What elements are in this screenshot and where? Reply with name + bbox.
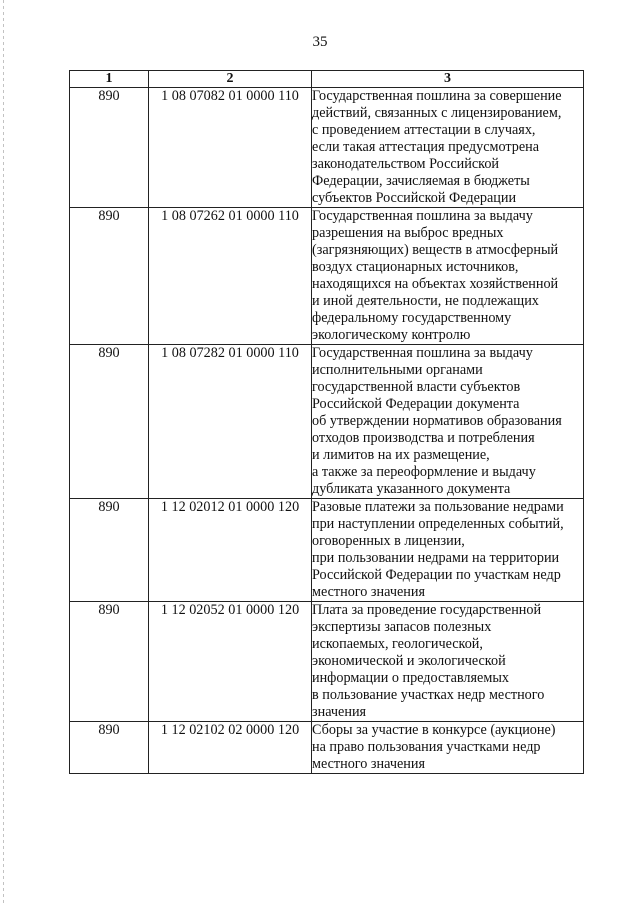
description-line: в пользование участках недр местного: [312, 687, 545, 703]
description-line: Российской Федерации документа: [312, 396, 520, 412]
description-line: при пользовании недрами на территории: [312, 550, 560, 566]
description-line: действий, связанных с лицензированием,: [312, 105, 562, 121]
budget-codes-table: [69, 70, 584, 774]
description-line: с проведением аттестации в случаях,: [312, 122, 536, 138]
description-line: и иной деятельности, не подлежащих: [312, 293, 539, 309]
table-body: [70, 88, 584, 774]
description-line: Государственная пошлина за выдачу: [312, 208, 533, 224]
description-line: местного значения: [312, 584, 425, 600]
description-line: при наступлении определенных событий,: [312, 516, 564, 532]
description-line: Сборы за участие в конкурсе (аукционе): [312, 722, 556, 738]
admin-code-cell: 890: [70, 499, 149, 602]
table-row: [70, 345, 584, 499]
description-line: Российской Федерации по участкам недр: [312, 567, 561, 583]
description-line: об утверждении нормативов образования: [312, 413, 562, 429]
description-line: если такая аттестация предусмотрена: [312, 139, 540, 155]
admin-code-cell: 890: [70, 602, 149, 722]
description-line: на право пользования участками недр: [312, 739, 541, 755]
table-row: [70, 499, 584, 602]
description-line: воздух стационарных источников,: [312, 259, 519, 275]
scan-edge-artifact: [3, 0, 4, 905]
admin-code-cell: 890: [70, 722, 149, 774]
description-line: (загрязняющих) веществ в атмосферный: [312, 242, 559, 258]
description-line: отходов производства и потребления: [312, 430, 535, 446]
column-header: 2: [149, 71, 312, 88]
description-line: оговоренных в лицензии,: [312, 533, 465, 549]
description-line: экономической и экологической: [312, 653, 506, 669]
description-line: Государственная пошлина за выдачу: [312, 345, 533, 361]
description-line: законодательством Российской: [312, 156, 500, 172]
description-line: дубликата указанного документа: [312, 481, 511, 497]
description-line: экспертизы запасов полезных: [312, 619, 492, 635]
admin-code-cell: 890: [70, 345, 149, 499]
description-line: экологическому контролю: [312, 327, 471, 343]
column-header: 3: [312, 71, 584, 88]
kbk-code-cell: 1 12 02012 01 0000 120: [149, 499, 312, 602]
kbk-code-cell: 1 08 07282 01 0000 110: [149, 345, 312, 499]
description-cell: [312, 208, 584, 345]
description-line: а также за переоформление и выдачу: [312, 464, 536, 480]
description-line: субъектов Российской Федерации: [312, 190, 517, 206]
description-line: Государственная пошлина за совершение: [312, 88, 562, 104]
description-line: Плата за проведение государственной: [312, 602, 542, 618]
description-line: федеральному государственному: [312, 310, 512, 326]
kbk-code-cell: 1 08 07082 01 0000 110: [149, 88, 312, 208]
description-cell: [312, 722, 584, 774]
table-row: [70, 208, 584, 345]
description-cell: [312, 602, 584, 722]
description-line: разрешения на выброс вредных: [312, 225, 504, 241]
kbk-code-cell: 1 12 02052 01 0000 120: [149, 602, 312, 722]
description-line: находящихся на объектах хозяйственной: [312, 276, 559, 292]
page-number: 35: [312, 34, 328, 50]
description-line: Федерации, зачисляемая в бюджеты: [312, 173, 530, 189]
description-line: исполнительными органами: [312, 362, 483, 378]
description-line: государственной власти субъектов: [312, 379, 521, 395]
admin-code-cell: 890: [70, 88, 149, 208]
description-cell: [312, 88, 584, 208]
description-line: и лимитов на их размещение,: [312, 447, 490, 463]
description-line: информации о предоставляемых: [312, 670, 509, 686]
description-line: местного значения: [312, 756, 425, 772]
kbk-code-cell: 1 12 02102 02 0000 120: [149, 722, 312, 774]
table-row: [70, 88, 584, 208]
admin-code-cell: 890: [70, 208, 149, 345]
kbk-code-cell: 1 08 07262 01 0000 110: [149, 208, 312, 345]
description-line: ископаемых, геологической,: [312, 636, 483, 652]
table-row: [70, 722, 584, 774]
description-cell: [312, 345, 584, 499]
description-line: Разовые платежи за пользование недрами: [312, 499, 564, 515]
table-header-row: [70, 71, 584, 88]
description-cell: [312, 499, 584, 602]
description-line: значения: [312, 704, 367, 720]
column-header: 1: [70, 71, 149, 88]
table-row: [70, 602, 584, 722]
